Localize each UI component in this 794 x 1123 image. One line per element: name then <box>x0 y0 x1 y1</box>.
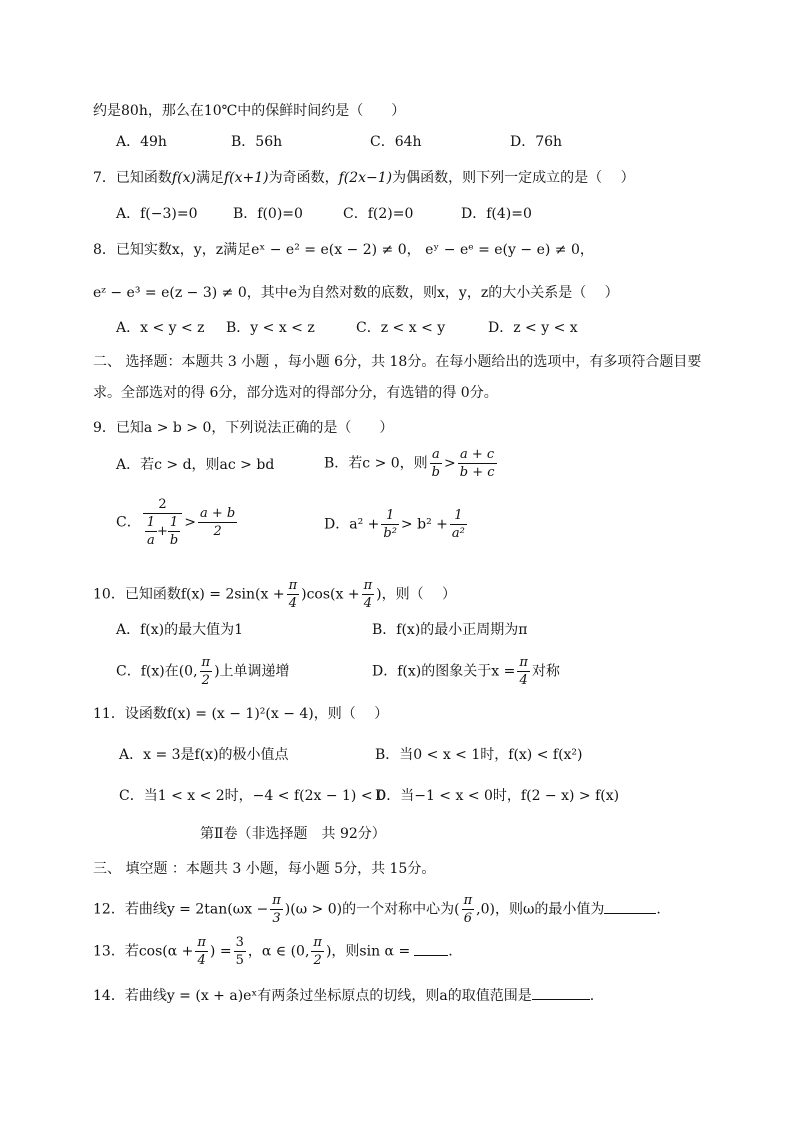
q11-option-a: A．x = 3是f(x)的极小值点 <box>119 747 289 763</box>
q10-option-d: D．f(x)的图象关于x = $\frac{\pi}{4}$ 对称 <box>372 655 560 688</box>
q11-option-d: D．当−1 < x < 0时，f(2 − x) > f(x) <box>375 788 620 804</box>
q11-stem: 11．设函数f(x) = (x − 1)²(x − 4)，则（ ） <box>93 706 389 722</box>
q6-option-d: D．76h <box>510 134 563 150</box>
q6-option-a: A．49h <box>116 134 167 150</box>
q11-option-b: B．当0 < x < 1时，f(x) < f(x²) <box>375 747 583 763</box>
part2-heading: 第Ⅱ卷（非选择题 共 92分） <box>200 826 386 842</box>
q10-option-c: C．f(x)在(0, $\frac{\pi}{2}$ )上单调递增 <box>116 655 290 688</box>
q14-stem: 14．若曲线y = (x + a)eˣ有两条过坐标原点的切线，则a的取值范围是 . <box>93 985 594 1006</box>
q7-option-a: A．f(−3)=0 <box>116 206 198 222</box>
q6-tail: 约是80h，那么在10℃中的保鲜时间约是（ ） <box>93 103 406 119</box>
q9-option-b: B．若c > 0，则 $\frac{a}{b}$ > $\frac{a + c}{b + c}$ <box>324 447 495 480</box>
q7-option-c: C．f(2)=0 <box>343 206 414 222</box>
q7-option-d: D．f(4)=0 <box>461 206 532 222</box>
q12-answer-blank <box>604 899 656 914</box>
q7-stem: 7．已知函数f(x)满足f(x+1)为奇函数，f(2x−1)为偶函数，则下列一定成立的是（ ） <box>93 170 635 186</box>
q10-option-a: A．f(x)的最大值为1 <box>116 622 244 638</box>
q10-stem: 10．已知函数f(x) = 2sin(x + $\frac{\pi}{4}$ )cos(x + $\frac{\pi}{4}$ )，则（ ） <box>93 578 457 611</box>
q8-option-b: B．y < x < z <box>226 320 315 336</box>
q14-answer-blank <box>532 985 590 1000</box>
q9-option-d: D．a² + $\frac{1}{\text{b²}}$ > b² + $\frac{1}{\text{a²}}$ <box>324 508 465 541</box>
q8-line2: eᶻ − e³ = e(z − 3) ≠ 0，其中e为自然对数的底数，则x，y，z的大小关系是（ ） <box>93 285 619 301</box>
q13-answer-blank <box>414 941 448 956</box>
section2-line2: 求。全部选对的得 6分，部分选对的得部分分，有选错的得 0分。 <box>93 385 498 401</box>
q9-stem: 9．已知a > b > 0，下列说法正确的是（ ） <box>93 420 394 436</box>
q8-option-d: D．z < y < x <box>488 320 578 336</box>
q12-stem: 12．若曲线y = 2tan(ωx − $\frac{\pi}{3}$ )(ω > 0)的一个对称中心为( $\frac{\pi}{6}$ ,0)，则ω的最小值为 . <box>93 893 661 926</box>
q9-option-c: C． 2 $\frac{1}{a}$ + $\frac{1}{b}$ > $\frac{a + b}{2}$ <box>116 497 236 548</box>
q10-option-b: B．f(x)的最小正周期为π <box>372 622 528 638</box>
q9-option-a: A．若c > d，则ac > bd <box>116 457 275 473</box>
q6-option-c: C．64h <box>370 134 422 150</box>
q8-option-a: A．x < y < z <box>116 320 205 336</box>
q7-option-b: B．f(0)=0 <box>233 206 303 222</box>
section3-heading: 三、 填空题 ：本题共 3 小题，每小题 5分，共 15分。 <box>93 861 436 877</box>
q8-option-c: C．z < x < y <box>356 320 446 336</box>
q13-stem: 13．若cos(α + $\frac{\pi}{4}$ ) = $\frac{3}{5}$ ，α ∈ (0, $\frac{\pi}{2}$ )，则sin α = . <box>93 935 453 968</box>
q8-line1: 8．已知实数x，y，z满足eˣ − e² = e(x − 2) ≠ 0， eʸ − eᵉ = e(y − e) ≠ 0， <box>93 242 594 258</box>
q6-option-b: B．56h <box>231 134 283 150</box>
q11-option-c: C．当1 < x < 2时，−4 < f(2x − 1) < 0 <box>119 788 386 804</box>
section2-line1: 二、 选择题：本题共 3 小题 ，每小题 6分，共 18分。在每小题给出的选项中，有多项符合题目要 <box>93 354 702 370</box>
